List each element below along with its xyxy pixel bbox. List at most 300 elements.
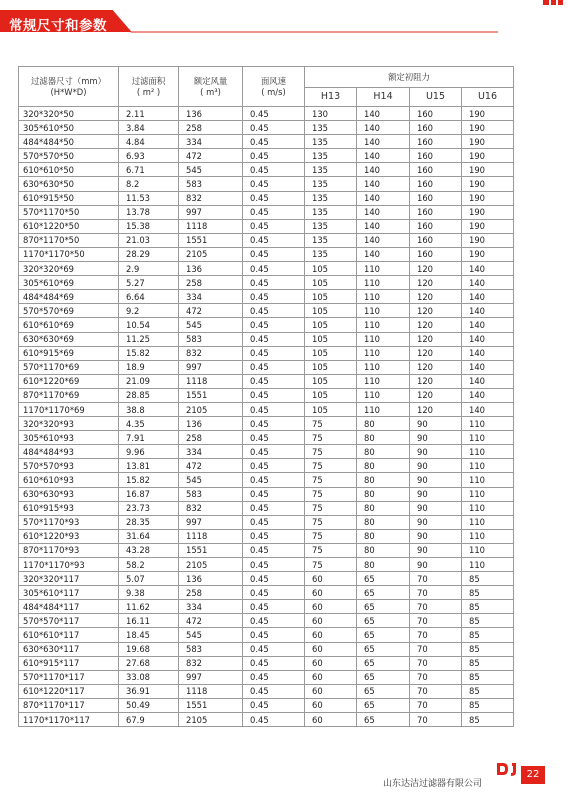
- table-cell: 110: [462, 473, 514, 487]
- table-cell: 545: [179, 473, 243, 487]
- table-cell: 105: [305, 262, 357, 276]
- table-cell: 80: [357, 473, 410, 487]
- table-cell: 70: [410, 586, 462, 600]
- table-cell: 190: [462, 177, 514, 191]
- table-cell: 110: [357, 332, 410, 346]
- section-title: 常规尺寸和参数: [9, 18, 107, 34]
- table-cell: 60: [305, 684, 357, 698]
- table-cell: 65: [357, 656, 410, 670]
- table-cell: 570*570*69: [19, 304, 119, 318]
- col-header-u16: U16: [462, 88, 514, 107]
- table-cell: 110: [357, 360, 410, 374]
- table-cell: 90: [410, 501, 462, 515]
- table-cell: 65: [357, 586, 410, 600]
- table-cell: 105: [305, 276, 357, 290]
- table-cell: 0.45: [243, 107, 305, 121]
- table-cell: 135: [305, 163, 357, 177]
- table-cell: 85: [462, 670, 514, 684]
- table-cell: 190: [462, 149, 514, 163]
- table-cell: 140: [357, 247, 410, 261]
- table-cell: 3.84: [119, 121, 179, 135]
- table-cell: 90: [410, 473, 462, 487]
- table-cell: 0.45: [243, 572, 305, 586]
- table-cell: 105: [305, 318, 357, 332]
- table-row: [19, 290, 514, 304]
- table-cell: 320*320*93: [19, 417, 119, 431]
- table-row: [19, 135, 514, 149]
- table-cell: 120: [410, 346, 462, 360]
- table-cell: 60: [305, 586, 357, 600]
- table-cell: 610*1220*50: [19, 219, 119, 233]
- table-cell: 80: [357, 515, 410, 529]
- table-cell: 160: [410, 149, 462, 163]
- table-cell: 80: [357, 445, 410, 459]
- table-cell: 9.2: [119, 304, 179, 318]
- table-cell: 997: [179, 205, 243, 219]
- table-cell: 0.45: [243, 219, 305, 233]
- table-cell: 135: [305, 205, 357, 219]
- table-row: [19, 642, 514, 656]
- table-row: [19, 698, 514, 712]
- table-cell: 70: [410, 684, 462, 698]
- table-cell: 610*1220*69: [19, 374, 119, 388]
- table-cell: 472: [179, 459, 243, 473]
- table-cell: 75: [305, 558, 357, 572]
- table-cell: 80: [357, 487, 410, 501]
- table-cell: 140: [357, 121, 410, 135]
- col-header-h13: H13: [305, 88, 357, 107]
- table-cell: 160: [410, 233, 462, 247]
- table-cell: 58.2: [119, 558, 179, 572]
- table-cell: 70: [410, 572, 462, 586]
- table-cell: 85: [462, 586, 514, 600]
- table-cell: 320*320*117: [19, 572, 119, 586]
- table-cell: 90: [410, 431, 462, 445]
- table-cell: 190: [462, 233, 514, 247]
- table-cell: 0.45: [243, 487, 305, 501]
- table-row: [19, 558, 514, 572]
- table-cell: 0.45: [243, 205, 305, 219]
- table-cell: 1118: [179, 219, 243, 233]
- table-cell: 15.82: [119, 346, 179, 360]
- table-cell: 190: [462, 219, 514, 233]
- table-cell: 472: [179, 614, 243, 628]
- table-cell: 75: [305, 487, 357, 501]
- table-cell: 0.45: [243, 262, 305, 276]
- table-cell: 120: [410, 262, 462, 276]
- table-cell: 0.45: [243, 191, 305, 205]
- table-cell: 832: [179, 191, 243, 205]
- table-cell: 320*320*69: [19, 262, 119, 276]
- table-row: [19, 431, 514, 445]
- table-cell: 18.45: [119, 628, 179, 642]
- table-cell: 0.45: [243, 459, 305, 473]
- table-row: [19, 473, 514, 487]
- table-cell: 0.45: [243, 642, 305, 656]
- table-cell: 110: [357, 388, 410, 402]
- table-cell: 135: [305, 149, 357, 163]
- table-cell: 1118: [179, 529, 243, 543]
- col-header-velocity-line1: 面风速: [260, 75, 287, 86]
- table-cell: 610*1220*117: [19, 684, 119, 698]
- table-cell: 135: [305, 135, 357, 149]
- table-cell: 90: [410, 417, 462, 431]
- table-row: [19, 487, 514, 501]
- col-header-area-line1: 过滤面积: [131, 75, 166, 86]
- col-header-initial-resistance: 额定初阻力: [305, 67, 514, 88]
- table-cell: 140: [462, 262, 514, 276]
- table-cell: 43.28: [119, 543, 179, 557]
- table-cell: 832: [179, 346, 243, 360]
- table-cell: 0.45: [243, 501, 305, 515]
- table-row: [19, 614, 514, 628]
- table-cell: 110: [357, 276, 410, 290]
- table-cell: 0.45: [243, 445, 305, 459]
- table-cell: 570*1170*50: [19, 205, 119, 219]
- table-cell: 75: [305, 459, 357, 473]
- table-cell: 6.71: [119, 163, 179, 177]
- table-cell: 110: [462, 543, 514, 557]
- table-cell: 105: [305, 388, 357, 402]
- table-cell: 190: [462, 247, 514, 261]
- table-cell: 130: [305, 107, 357, 121]
- table-cell: 110: [462, 558, 514, 572]
- table-cell: 27.68: [119, 656, 179, 670]
- table-cell: 16.87: [119, 487, 179, 501]
- table-cell: 90: [410, 459, 462, 473]
- table-cell: 0.45: [243, 431, 305, 445]
- table-row: [19, 515, 514, 529]
- table-cell: 610*610*117: [19, 628, 119, 642]
- table-row: [19, 247, 514, 261]
- table-cell: 2105: [179, 402, 243, 416]
- table-cell: 31.64: [119, 529, 179, 543]
- table-cell: 1551: [179, 388, 243, 402]
- table-cell: 630*630*93: [19, 487, 119, 501]
- table-cell: 190: [462, 191, 514, 205]
- table-cell: 305*610*69: [19, 276, 119, 290]
- table-cell: 136: [179, 417, 243, 431]
- table-cell: 110: [357, 304, 410, 318]
- table-cell: 85: [462, 642, 514, 656]
- table-cell: 0.45: [243, 698, 305, 712]
- table-cell: 0.45: [243, 135, 305, 149]
- table-cell: 1551: [179, 543, 243, 557]
- table-cell: 50.49: [119, 698, 179, 712]
- table-row: [19, 417, 514, 431]
- col-header-airflow-line1: 额定风量: [193, 75, 228, 86]
- table-cell: 110: [357, 402, 410, 416]
- table-cell: 80: [357, 529, 410, 543]
- table-cell: 85: [462, 572, 514, 586]
- table-cell: 630*630*50: [19, 177, 119, 191]
- table-row: [19, 107, 514, 121]
- table-cell: 38.8: [119, 402, 179, 416]
- table-cell: 10.54: [119, 318, 179, 332]
- brand-logo-icon: [543, 0, 563, 6]
- table-cell: 0.45: [243, 628, 305, 642]
- table-cell: 1118: [179, 374, 243, 388]
- table-cell: 19.68: [119, 642, 179, 656]
- table-cell: 65: [357, 628, 410, 642]
- table-cell: 0.45: [243, 614, 305, 628]
- table-cell: 70: [410, 656, 462, 670]
- table-cell: 65: [357, 670, 410, 684]
- table-cell: 0.45: [243, 332, 305, 346]
- table-row: [19, 191, 514, 205]
- table-cell: 65: [357, 642, 410, 656]
- table-cell: 484*484*69: [19, 290, 119, 304]
- table-cell: 0.45: [243, 233, 305, 247]
- col-header-velocity: [243, 67, 305, 107]
- table-row: [19, 276, 514, 290]
- table-cell: 0.45: [243, 346, 305, 360]
- table-cell: 160: [410, 191, 462, 205]
- table-cell: 60: [305, 572, 357, 586]
- table-cell: 190: [462, 121, 514, 135]
- table-cell: 2105: [179, 558, 243, 572]
- table-cell: 870*1170*117: [19, 698, 119, 712]
- table-cell: 60: [305, 713, 357, 727]
- table-cell: 120: [410, 332, 462, 346]
- table-cell: 105: [305, 374, 357, 388]
- table-cell: 120: [410, 276, 462, 290]
- col-header-velocity-line2: ( m/s): [261, 86, 286, 97]
- table-cell: 7.91: [119, 431, 179, 445]
- table-cell: 13.81: [119, 459, 179, 473]
- table-cell: 110: [462, 445, 514, 459]
- table-cell: 110: [357, 290, 410, 304]
- table-cell: 75: [305, 515, 357, 529]
- table-cell: 0.45: [243, 177, 305, 191]
- page-number: 22: [521, 766, 545, 784]
- spec-table: [18, 66, 514, 727]
- table-cell: 5.27: [119, 276, 179, 290]
- col-header-h14: H14: [357, 88, 410, 107]
- table-cell: 140: [357, 149, 410, 163]
- table-cell: 0.45: [243, 473, 305, 487]
- table-cell: 5.07: [119, 572, 179, 586]
- table-cell: 1170*1170*69: [19, 402, 119, 416]
- table-cell: 258: [179, 586, 243, 600]
- table-cell: 70: [410, 628, 462, 642]
- table-cell: 0.45: [243, 318, 305, 332]
- table-cell: 545: [179, 318, 243, 332]
- table-cell: 33.08: [119, 670, 179, 684]
- table-cell: 110: [462, 529, 514, 543]
- table-cell: 140: [462, 360, 514, 374]
- table-cell: 997: [179, 360, 243, 374]
- table-cell: 120: [410, 360, 462, 374]
- table-cell: 334: [179, 135, 243, 149]
- table-row: [19, 219, 514, 233]
- table-cell: 70: [410, 698, 462, 712]
- table-cell: 75: [305, 529, 357, 543]
- table-row: [19, 262, 514, 276]
- table-cell: 90: [410, 487, 462, 501]
- table-cell: 28.35: [119, 515, 179, 529]
- table-cell: 60: [305, 628, 357, 642]
- table-cell: 60: [305, 600, 357, 614]
- table-cell: 135: [305, 247, 357, 261]
- table-cell: 65: [357, 713, 410, 727]
- table-row: [19, 656, 514, 670]
- table-row: [19, 121, 514, 135]
- table-cell: 334: [179, 445, 243, 459]
- table-cell: 105: [305, 290, 357, 304]
- table-cell: 65: [357, 600, 410, 614]
- table-cell: 0.45: [243, 558, 305, 572]
- table-cell: 160: [410, 121, 462, 135]
- table-cell: 1118: [179, 684, 243, 698]
- table-cell: 28.85: [119, 388, 179, 402]
- table-cell: 0.45: [243, 247, 305, 261]
- table-cell: 140: [462, 374, 514, 388]
- spec-table-body: [19, 107, 514, 727]
- table-cell: 105: [305, 304, 357, 318]
- table-cell: 110: [462, 501, 514, 515]
- col-header-airflow: [179, 67, 243, 107]
- table-cell: 0.45: [243, 304, 305, 318]
- table-cell: 484*484*93: [19, 445, 119, 459]
- table-cell: 110: [462, 417, 514, 431]
- table-cell: 85: [462, 713, 514, 727]
- table-cell: 1170*1170*117: [19, 713, 119, 727]
- table-cell: 80: [357, 431, 410, 445]
- table-cell: 105: [305, 402, 357, 416]
- table-cell: 65: [357, 684, 410, 698]
- table-cell: 190: [462, 205, 514, 219]
- table-cell: 140: [462, 304, 514, 318]
- table-cell: 160: [410, 163, 462, 177]
- table-cell: 21.09: [119, 374, 179, 388]
- table-cell: 160: [410, 219, 462, 233]
- table-cell: 2.11: [119, 107, 179, 121]
- table-cell: 23.73: [119, 501, 179, 515]
- table-row: [19, 163, 514, 177]
- table-cell: 4.84: [119, 135, 179, 149]
- table-cell: 583: [179, 487, 243, 501]
- table-cell: 18.9: [119, 360, 179, 374]
- table-cell: 110: [357, 346, 410, 360]
- table-cell: 85: [462, 656, 514, 670]
- col-header-airflow-line2: ( m³): [200, 86, 221, 97]
- table-cell: 140: [462, 402, 514, 416]
- table-cell: 80: [357, 459, 410, 473]
- table-cell: 0.45: [243, 670, 305, 684]
- table-row: [19, 445, 514, 459]
- table-cell: 570*1170*69: [19, 360, 119, 374]
- table-cell: 75: [305, 431, 357, 445]
- table-row: [19, 177, 514, 191]
- table-cell: 120: [410, 388, 462, 402]
- company-name: 山东达洁过滤器有限公司: [383, 779, 483, 789]
- table-cell: 136: [179, 107, 243, 121]
- table-cell: 190: [462, 107, 514, 121]
- table-cell: 570*570*93: [19, 459, 119, 473]
- table-cell: 120: [410, 402, 462, 416]
- table-cell: 140: [357, 219, 410, 233]
- table-cell: 0.45: [243, 388, 305, 402]
- table-cell: 21.03: [119, 233, 179, 247]
- table-cell: 110: [462, 487, 514, 501]
- table-cell: 545: [179, 163, 243, 177]
- table-cell: 870*1170*50: [19, 233, 119, 247]
- table-cell: 1551: [179, 698, 243, 712]
- table-cell: 105: [305, 360, 357, 374]
- table-cell: 85: [462, 600, 514, 614]
- table-row: [19, 501, 514, 515]
- table-cell: 140: [462, 332, 514, 346]
- table-cell: 305*610*93: [19, 431, 119, 445]
- table-cell: 472: [179, 149, 243, 163]
- table-cell: 484*484*50: [19, 135, 119, 149]
- table-cell: 75: [305, 445, 357, 459]
- table-cell: 570*570*117: [19, 614, 119, 628]
- table-row: [19, 572, 514, 586]
- table-cell: 160: [410, 177, 462, 191]
- table-cell: 870*1170*69: [19, 388, 119, 402]
- table-cell: 8.2: [119, 177, 179, 191]
- table-cell: 120: [410, 374, 462, 388]
- table-cell: 0.45: [243, 586, 305, 600]
- table-cell: 140: [357, 107, 410, 121]
- table-cell: 610*915*117: [19, 656, 119, 670]
- table-cell: 2105: [179, 247, 243, 261]
- table-header-row: [19, 67, 514, 88]
- table-cell: 305*610*50: [19, 121, 119, 135]
- table-cell: 80: [357, 543, 410, 557]
- table-cell: 90: [410, 543, 462, 557]
- table-cell: 832: [179, 501, 243, 515]
- table-cell: 75: [305, 543, 357, 557]
- table-row: [19, 332, 514, 346]
- table-cell: 67.9: [119, 713, 179, 727]
- table-row: [19, 670, 514, 684]
- table-cell: 1170*1170*50: [19, 247, 119, 261]
- table-cell: 15.82: [119, 473, 179, 487]
- table-cell: 85: [462, 684, 514, 698]
- table-cell: 610*610*69: [19, 318, 119, 332]
- table-cell: 140: [462, 290, 514, 304]
- table-cell: 140: [357, 233, 410, 247]
- table-cell: 997: [179, 670, 243, 684]
- table-cell: 9.38: [119, 586, 179, 600]
- col-header-size-line2: (H*W*D): [50, 86, 87, 97]
- table-cell: 85: [462, 698, 514, 712]
- table-cell: 583: [179, 642, 243, 656]
- table-cell: 0.45: [243, 402, 305, 416]
- table-cell: 870*1170*93: [19, 543, 119, 557]
- table-row: [19, 149, 514, 163]
- table-cell: 110: [462, 459, 514, 473]
- table-row: [19, 388, 514, 402]
- table-cell: 13.78: [119, 205, 179, 219]
- table-cell: 65: [357, 572, 410, 586]
- col-header-size-line1: 过滤器尺寸（mm）: [31, 75, 106, 86]
- table-row: [19, 233, 514, 247]
- table-cell: 610*610*50: [19, 163, 119, 177]
- table-cell: 135: [305, 219, 357, 233]
- table-cell: 630*630*69: [19, 332, 119, 346]
- table-cell: 583: [179, 177, 243, 191]
- table-cell: 28.29: [119, 247, 179, 261]
- table-cell: 90: [410, 445, 462, 459]
- table-cell: 75: [305, 473, 357, 487]
- table-cell: 6.64: [119, 290, 179, 304]
- table-cell: 136: [179, 572, 243, 586]
- table-cell: 545: [179, 628, 243, 642]
